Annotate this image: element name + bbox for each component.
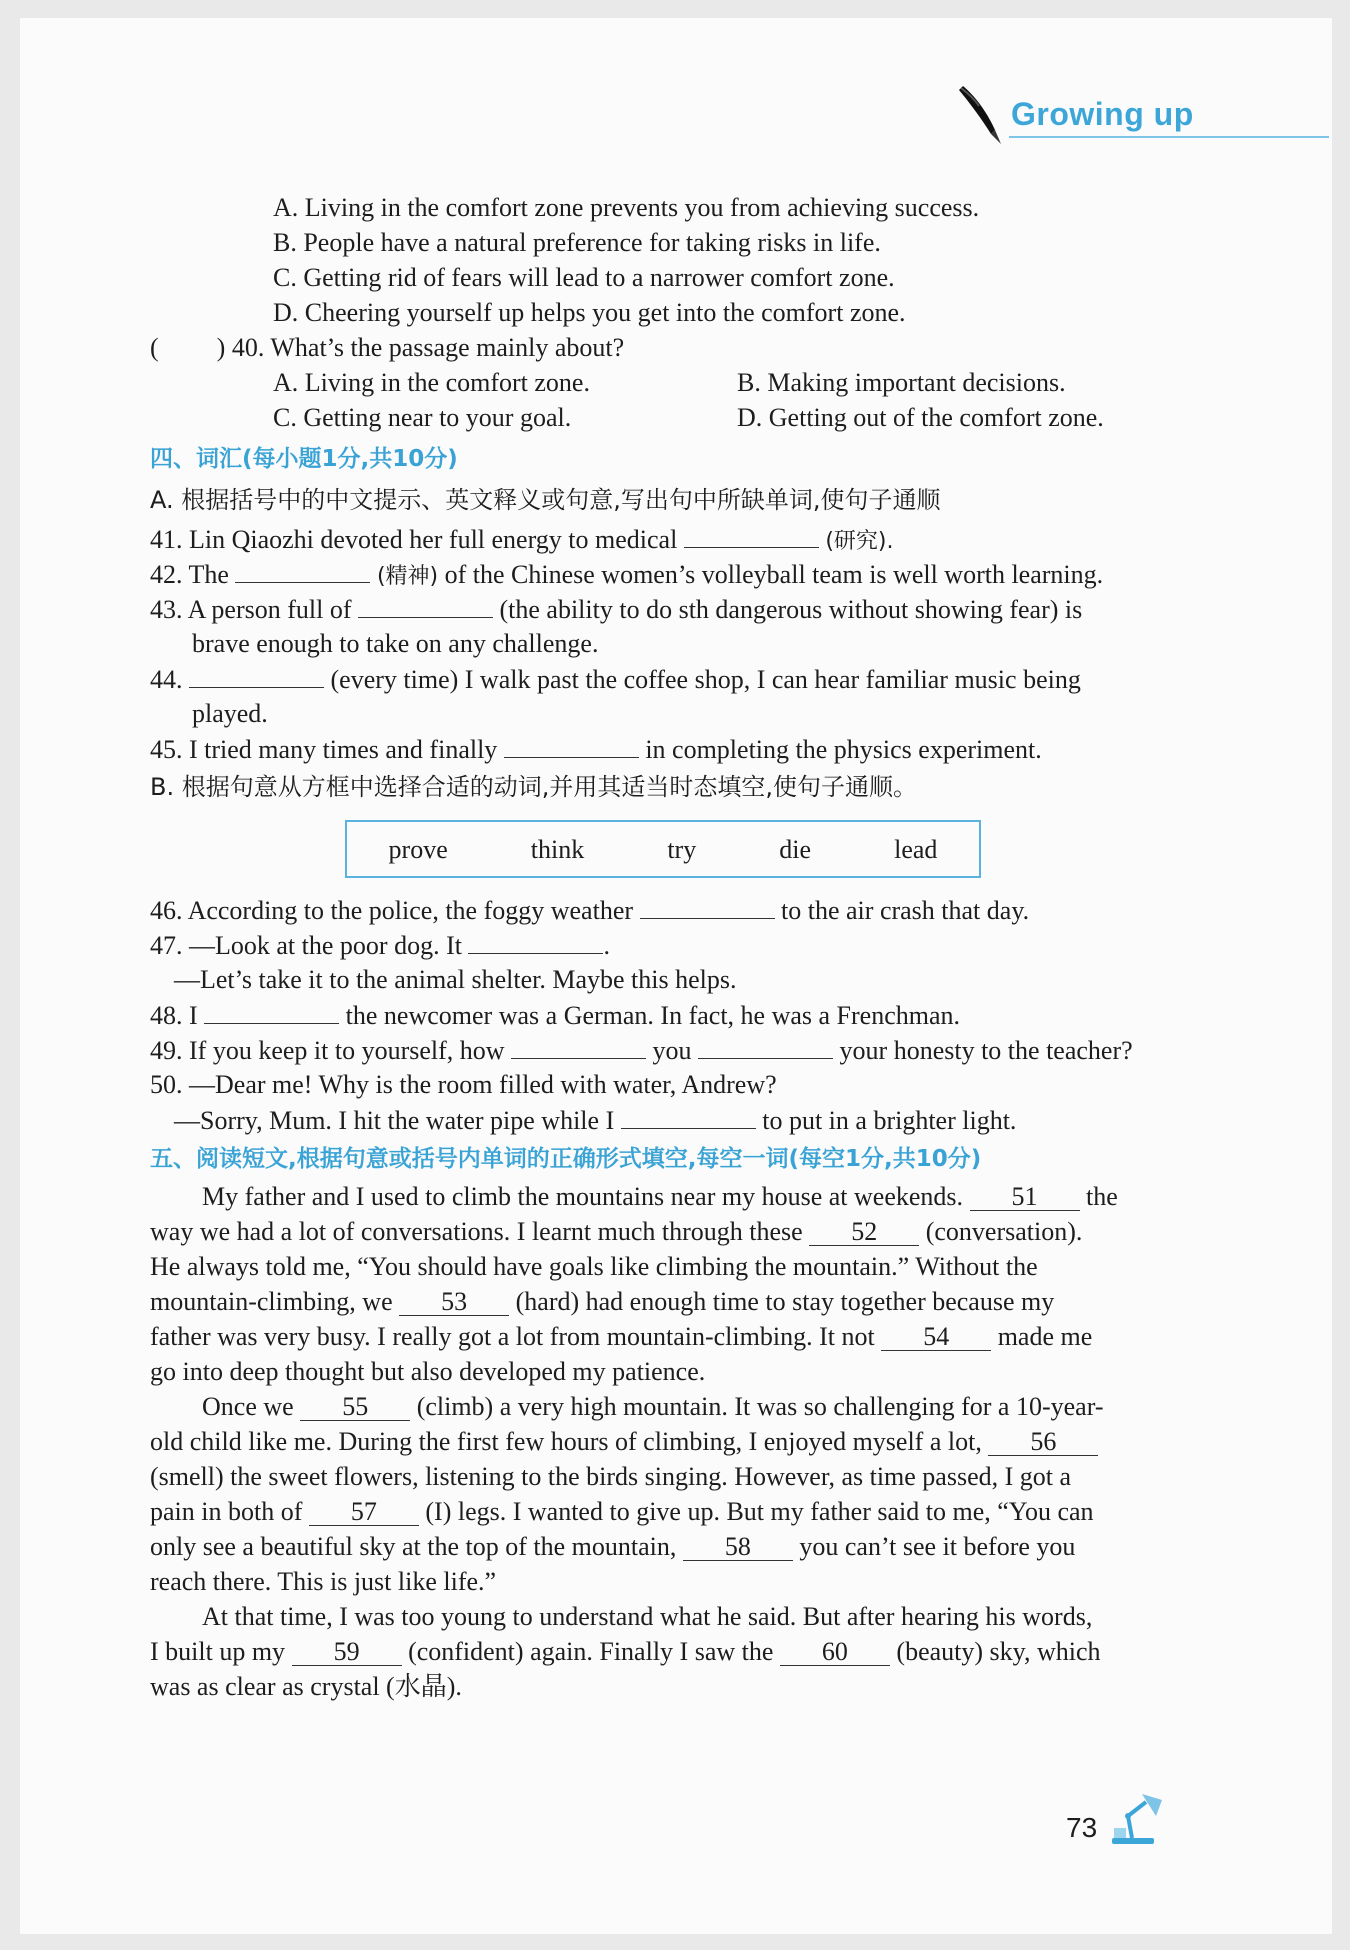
passage-line: reach there. This is just like life.” [150,1567,497,1596]
q44-text-post: (every time) I walk past the coffee shop, I can hear familiar music being [330,665,1081,694]
q40-options-row1 [150,365,1190,400]
word-box-item: lead [894,834,938,864]
q47 [150,927,1190,962]
q40-stem [150,330,1190,365]
q39-option-a: A. Living in the comfort zone prevents you from achieving success. [273,193,980,222]
blank-60[interactable]: 60 [780,1639,890,1666]
q50-text: —Sorry, Mum. I hit the water pipe while I [174,1106,615,1135]
passage-line [150,1529,1190,1564]
q48-text-post: the newcomer was a German. In fact, he was a Frenchman. [345,1001,961,1030]
q47-reply: —Let’s take it to the animal shelter. Maybe this helps. [174,965,737,994]
q40-option-c: C. Getting near to your goal. [273,403,572,432]
blank-52[interactable]: 52 [809,1219,919,1246]
q42-text-post: of the Chinese women’s volleyball team is well worth learning. [444,560,1104,589]
desk-lamp-icon [1106,1790,1170,1848]
q47-text: 47. —Look at the poor dog. It [150,931,462,960]
passage-text: mountain-climbing, we [150,1287,393,1316]
q49-blank-2[interactable] [698,1032,833,1059]
answer-paren[interactable]: ( [150,333,159,362]
passage-line: At that time, I was too young to understand what he said. But after hearing his words, [202,1602,1093,1631]
page-number: 73 [1066,1812,1098,1843]
q40-question: ) 40. What’s the passage mainly about? [216,333,625,362]
pen-icon [955,82,1007,150]
page-header [955,82,1335,152]
q50-a: 50. —Dear me! Why is the room filled with water, Andrew? [150,1070,777,1099]
q49-text: 49. If you keep it to yourself, how [150,1036,505,1065]
blank-54[interactable]: 54 [881,1324,991,1351]
q46-text-post: to the air crash that day. [781,896,1030,925]
q42 [150,556,1190,591]
passage-text: (hard) had enough time to stay together because my [515,1287,1055,1316]
passage-text: (beauty) sky, which [896,1637,1101,1666]
q49-blank-1[interactable] [511,1032,646,1059]
q43-text: 43. A person full of [150,595,352,624]
section4-part-b: B. 根据句意从方框中选择合适的动词,并用其适当时态填空,使句子通顺。 [150,773,917,801]
section5-title: 五、阅读短文,根据句意或括号内单词的正确形式填空,每空一词(每空1分,共10分) [150,1146,982,1172]
q49 [150,1032,1190,1067]
passage-text: (conversation). [925,1217,1083,1246]
passage-line [150,1214,1190,1249]
header-rule [1009,136,1329,138]
passage-line [150,1494,1190,1529]
q41-text: 41. Lin Qiaozhi devoted her full energy to medical [150,525,678,554]
q46 [150,892,1190,927]
q48 [150,997,1190,1032]
word-box-item: think [530,834,585,864]
q48-text: 48. I [150,1001,198,1030]
q49-text-post: your honesty to the teacher? [839,1036,1133,1065]
word-box-item: die [779,834,812,864]
q43-cont: brave enough to take on any challenge. [192,629,599,658]
q40-options-row2 [150,400,1190,435]
passage-line [150,1284,1190,1319]
q41-blank[interactable] [684,521,819,548]
passage-line [150,1179,1190,1214]
passage-text: I built up my [150,1637,286,1666]
q44-text: 44. [150,665,183,694]
q45-text: 45. I tried many times and finally [150,735,498,764]
passage-line [150,1634,1190,1669]
passage-line: go into deep thought but also developed my patience. [150,1357,706,1386]
blank-59[interactable]: 59 [292,1639,402,1666]
q47-blank[interactable] [468,927,603,954]
q43 [150,591,1190,626]
blank-55[interactable]: 55 [300,1394,410,1421]
passage-line: was as clear as crystal (水晶). [150,1672,462,1701]
q39-option-d: D. Cheering yourself up helps you get into the comfort zone. [273,298,906,327]
q48-blank[interactable] [204,997,339,1024]
passage-text: (confident) again. Finally I saw the [408,1637,774,1666]
passage-text: old child like me. During the first few hours of climbing, I enjoyed myself a lot, [150,1427,982,1456]
q39-option-c: C. Getting rid of fears will lead to a narrower comfort zone. [273,263,895,292]
q44-cont: played. [192,699,268,728]
q49-text-mid: you [652,1036,692,1065]
q41 [150,521,1190,556]
q45-blank[interactable] [504,731,639,758]
q43-text-post: (the ability to do sth dangerous without showing fear) is [499,595,1083,624]
section4-title: 四、词汇(每小题1分,共10分) [150,446,458,472]
passage-text: the [1086,1182,1118,1211]
q40-option-d: D. Getting out of the comfort zone. [737,403,1104,432]
passage-text: My father and I used to climb the mountains near my house at weekends. [202,1182,964,1211]
q50-b [150,1102,1190,1137]
word-box-item: prove [388,834,448,864]
blank-51[interactable]: 51 [970,1184,1080,1211]
q40-option-b: B. Making important decisions. [737,368,1066,397]
passage-text: way we had a lot of conversations. I learnt much through these [150,1217,803,1246]
q42-blank[interactable] [235,556,370,583]
passage-text: pain in both of [150,1497,303,1526]
passage-text: only see a beautiful sky at the top of the mountain, [150,1532,677,1561]
header-title: Growing up [1011,96,1194,132]
blank-53[interactable]: 53 [399,1289,509,1316]
passage-text: father was very busy. I really got a lot from mountain-climbing. It not [150,1322,875,1351]
passage-text: you can’t see it before you [799,1532,1076,1561]
passage-text: Once we [202,1392,294,1421]
q50-text-post: to put in a brighter light. [762,1106,1017,1135]
q42-text: 42. The [150,560,229,589]
passage-line [150,1389,1190,1424]
blank-58[interactable]: 58 [683,1534,793,1561]
passage-line [150,1319,1190,1354]
passage-line: (smell) the sweet flowers, listening to the birds singing. However, as time passed, I got a [150,1462,1072,1491]
section4-part-a: A. 根据括号中的中文提示、英文释义或句意,写出句中所缺单词,使句子通顺 [150,486,941,514]
q50-blank[interactable] [621,1102,756,1129]
word-box-item: try [667,834,697,864]
q45 [150,731,1190,766]
q45-text-post: in completing the physics experiment. [645,735,1042,764]
passage-text: (climb) a very high mountain. It was so challenging for a 10-year- [416,1392,1104,1421]
content [150,190,1190,1704]
passage-line: He always told me, “You should have goals like climbing the mountain.” Without the [150,1252,1038,1281]
q47-period: . [603,931,610,960]
q46-text: 46. According to the police, the foggy weather [150,896,634,925]
q42-hint: (精神) [376,564,439,589]
q46-blank[interactable] [640,892,775,919]
passage-text: made me [997,1322,1093,1351]
word-box [345,820,981,878]
passage-text: (I) legs. I wanted to give up. But my father said to me, “You can [425,1497,1094,1526]
passage-line [150,1424,1190,1459]
q44-blank[interactable] [189,661,324,688]
q43-blank[interactable] [358,591,493,618]
q40-option-a: A. Living in the comfort zone. [273,368,590,397]
blank-56[interactable]: 56 [988,1429,1098,1456]
q39-option-b: B. People have a natural preference for taking risks in life. [273,228,881,257]
q44 [150,661,1190,696]
q41-hint: (研究). [825,529,894,554]
passage [150,1179,1190,1704]
blank-57[interactable]: 57 [309,1499,419,1526]
